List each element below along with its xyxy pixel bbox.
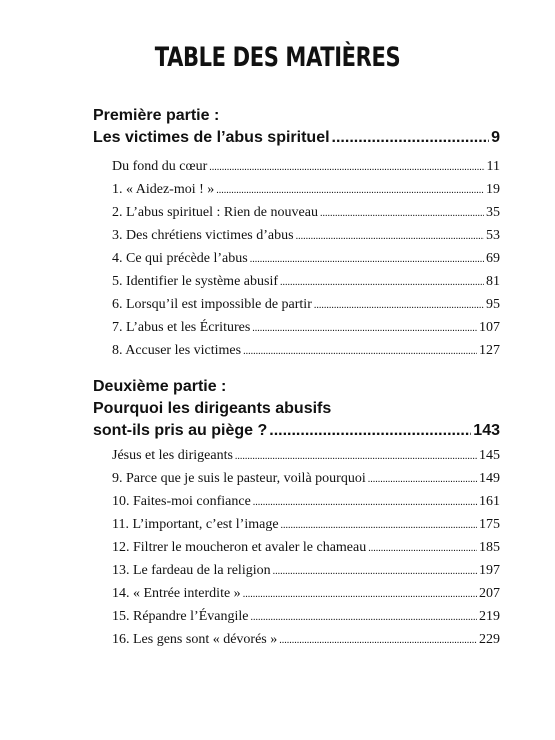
part-title: sont-ils pris au piège ? [93, 422, 268, 439]
page-number: 9 [491, 129, 500, 146]
entry-title: 9. Parce que je suis le pasteur, voilà pourquoi [112, 471, 366, 486]
entry-title: 2. L’abus spirituel : Rien de nouveau [112, 205, 318, 220]
toc-entry[interactable] [112, 605, 500, 628]
toc-entry[interactable] [112, 178, 500, 201]
page-number: 149 [479, 471, 500, 486]
dot-leader [368, 536, 477, 559]
page-number: 145 [479, 448, 500, 463]
toc-entry[interactable] [112, 339, 500, 362]
dot-leader [243, 339, 477, 362]
page-number: 207 [479, 586, 500, 601]
entry-title: 5. Identifier le système abusif [112, 274, 279, 289]
page-number: 219 [479, 609, 500, 624]
page-number: 185 [479, 540, 500, 555]
toc-entry[interactable] [112, 444, 500, 467]
dot-leader [332, 127, 490, 149]
page-number: 69 [486, 251, 500, 266]
entry-title: 4. Ce qui précède l’abus [112, 251, 248, 266]
dot-leader [368, 467, 477, 490]
entry-title: 13. Le fardeau de la religion [112, 563, 271, 578]
dot-leader [281, 513, 477, 536]
entry-title: 16. Les gens sont « dévorés » [112, 632, 278, 647]
dot-leader [216, 178, 484, 201]
page-number: 107 [479, 320, 500, 335]
dot-leader [253, 490, 477, 513]
toc-part-row[interactable] [93, 420, 500, 442]
toc-part-row[interactable] [93, 127, 500, 149]
entry-title: 15. Répandre l’Évangile [112, 609, 249, 624]
toc-entry[interactable] [112, 582, 500, 605]
toc-part-1 [93, 105, 500, 362]
dot-leader [250, 247, 484, 270]
page-number: 11 [486, 159, 500, 174]
page-number: 229 [479, 632, 500, 647]
toc-entry[interactable] [112, 467, 500, 490]
toc-part-2 [93, 376, 500, 651]
dot-leader [235, 444, 477, 467]
entry-title: 8. Accuser les victimes [112, 343, 242, 358]
toc-entry[interactable] [112, 155, 500, 178]
entry-title: Du fond du cœur [112, 159, 208, 174]
page-number: 53 [486, 228, 500, 243]
dot-leader [280, 270, 484, 293]
dot-leader [250, 605, 477, 628]
page-number: 175 [479, 517, 500, 532]
page-number: 19 [486, 182, 500, 197]
part-heading: Pourquoi les dirigeants abusifs [93, 400, 332, 417]
dot-leader [209, 155, 484, 178]
dot-leader [269, 420, 471, 442]
dot-leader [320, 201, 484, 224]
toc-entry[interactable] [112, 513, 500, 536]
dot-leader [273, 559, 477, 582]
dot-leader [252, 316, 477, 339]
toc-entry[interactable] [112, 536, 500, 559]
toc-entry[interactable] [112, 316, 500, 339]
dot-leader [314, 293, 484, 316]
page-number: 143 [473, 422, 500, 439]
toc-entry[interactable] [112, 628, 500, 651]
toc-entry[interactable] [112, 201, 500, 224]
page-number: 35 [486, 205, 500, 220]
toc-entry[interactable] [112, 224, 500, 247]
dot-leader [243, 582, 477, 605]
entry-title: 3. Des chrétiens victimes d’abus [112, 228, 294, 243]
entry-title: Jésus et les dirigeants [112, 448, 233, 463]
page-number: 127 [479, 343, 500, 358]
page-number: 81 [486, 274, 500, 289]
part-title: Les victimes de l’abus spirituel [93, 129, 330, 146]
page-number: 161 [479, 494, 500, 509]
dot-leader [279, 628, 477, 651]
entry-title: 11. L’important, c’est l’image [112, 517, 279, 532]
entry-title: 6. Lorsqu’il est impossible de partir [112, 297, 312, 312]
part-heading: Deuxième partie : [93, 378, 227, 395]
page-title: TABLE DES MATIÈRES [154, 42, 401, 73]
toc-entry[interactable] [112, 270, 500, 293]
entry-title: 14. « Entrée interdite » [112, 586, 241, 601]
toc-entry[interactable] [112, 247, 500, 270]
toc-entry[interactable] [112, 293, 500, 316]
dot-leader [296, 224, 484, 247]
toc-entry[interactable] [112, 559, 500, 582]
toc-entry[interactable] [112, 490, 500, 513]
page-number: 95 [486, 297, 500, 312]
entry-title: 10. Faites-moi confiance [112, 494, 251, 509]
page-number: 197 [479, 563, 500, 578]
part-heading: Première partie : [93, 107, 220, 124]
entry-title: 7. L’abus et les Écritures [112, 320, 251, 335]
entry-title: 12. Filtrer le moucheron et avaler le chameau [112, 540, 367, 555]
entry-title: 1. « Aidez-moi ! » [112, 182, 215, 197]
